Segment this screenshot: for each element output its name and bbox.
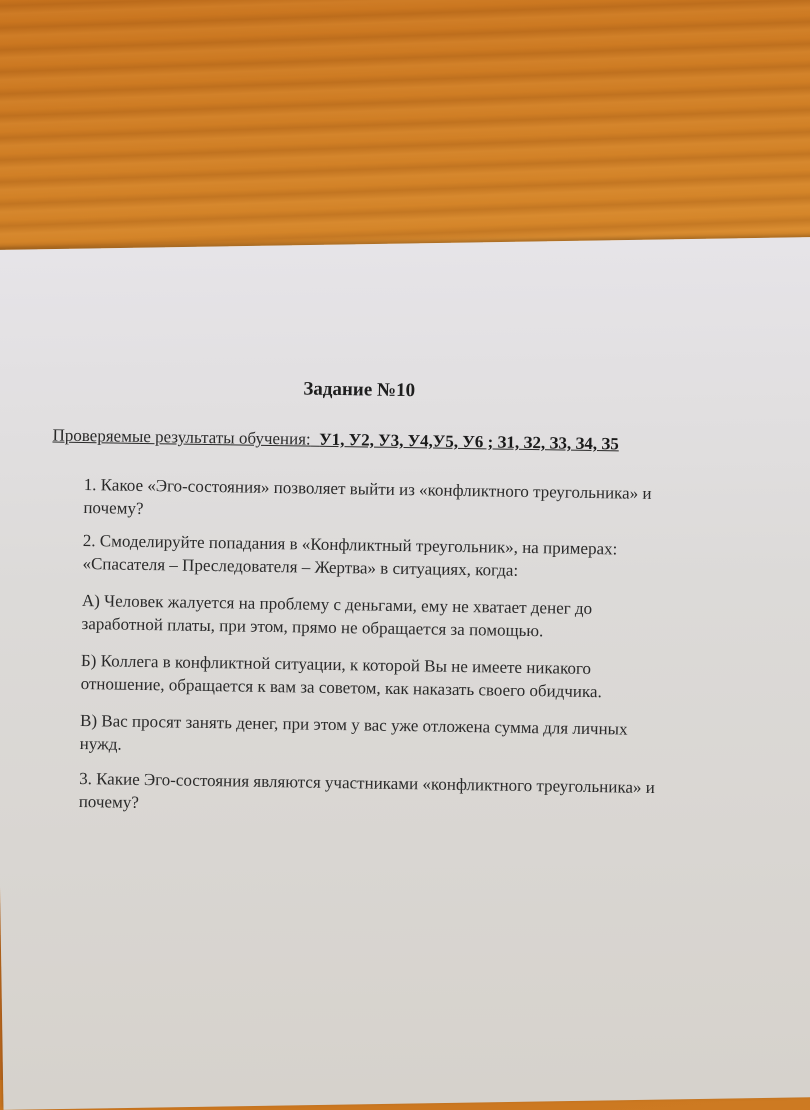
results-codes: У1, У2, У3, У4,У5, У6 ; З1, З2, З3, З4, З5 <box>319 429 620 454</box>
line: В) Вас просят занять денег, при этом у вас уже отложена сумма для личных <box>79 710 628 739</box>
question-2 <box>82 529 763 586</box>
line: почему? <box>78 791 139 812</box>
question-1 <box>83 473 764 530</box>
question-3 <box>79 767 760 824</box>
line: Б) Коллега в конфликтной ситуации, к которой Вы не имеете никакого <box>80 650 592 679</box>
learning-results <box>52 426 619 455</box>
situation-b <box>80 649 761 706</box>
task-title: Задание №10 <box>303 378 416 402</box>
line: «Спасателя – Преследователя – Жертва» в ситуациях, когда: <box>82 554 519 580</box>
line: 1. Какое «Эго-состояния» позволяет выйти из «конфликтного треугольника» и <box>83 475 652 503</box>
line: А) Человек жалуется на проблему с деньгами, ему не хватает денег до <box>81 591 593 619</box>
situation-a <box>81 589 762 646</box>
line: отношение, обращается к вам за советом, как наказать своего обидчика. <box>80 673 602 702</box>
line: 2. Смоделируйте попадания в «Конфликтный треугольник», на примерах: <box>82 531 618 559</box>
line: заработной платы, при этом, прямо не обращается за помощью. <box>81 614 544 641</box>
line: почему? <box>83 498 144 518</box>
situation-c <box>80 709 761 766</box>
results-label: Проверяемые результаты обучения: <box>52 425 311 449</box>
line: нужд. <box>79 733 122 754</box>
line: 3. Какие Эго-состояния являются участниками «конфликтного треугольника» и <box>79 768 655 798</box>
